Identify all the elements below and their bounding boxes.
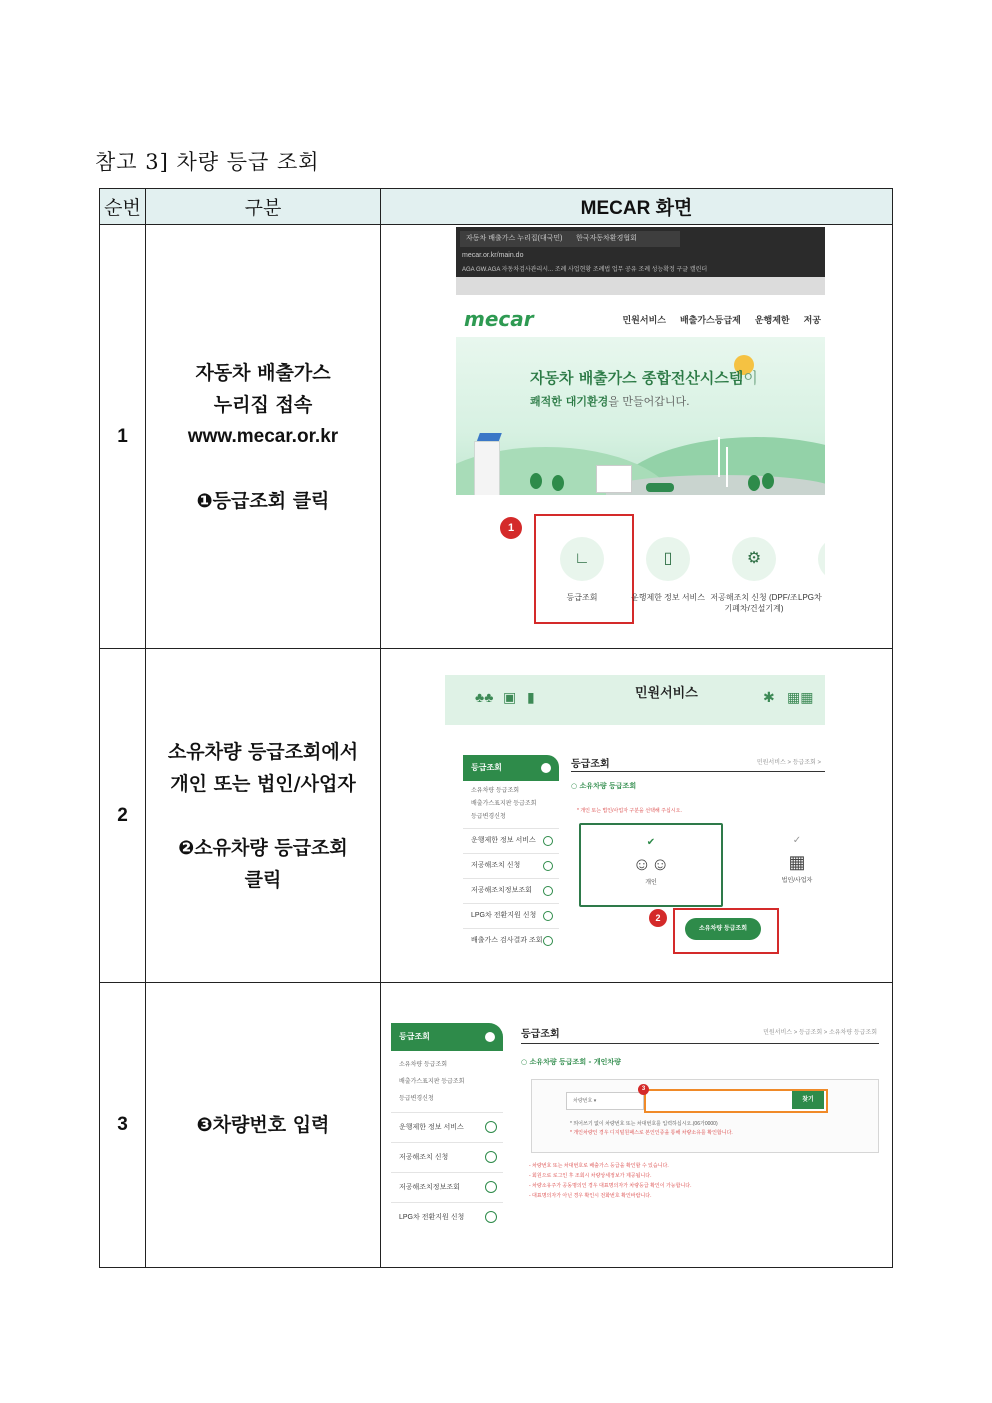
description-line: 클릭: [244, 868, 282, 891]
wind-turbine-icon: ✱: [763, 689, 775, 705]
side-menu-item[interactable]: 배출가스 검사결과 조회: [463, 928, 559, 953]
tree-icon: [748, 475, 760, 491]
step-marker: 3: [638, 1084, 649, 1095]
browser-tab[interactable]: 자동차 배출가스 누리집(대국민): [460, 231, 570, 247]
car-icon[interactable]: [818, 537, 825, 581]
address-bar[interactable]: mecar.or.kr/main.do: [462, 252, 524, 259]
vehicle-number-screenshot: [391, 1021, 879, 1227]
side-menu-head[interactable]: 등급조회: [463, 755, 559, 781]
screenshot-cell: [381, 225, 893, 649]
owned-vehicle-lookup-button[interactable]: 소유차량 등급조회: [685, 918, 761, 940]
factory-icon: ▦▦: [787, 689, 814, 705]
personal-option[interactable]: [579, 823, 723, 907]
option-label: 법인/사업자: [781, 878, 813, 884]
main-nav: [608, 313, 821, 326]
row-number: 3: [100, 983, 146, 1268]
tree-icon: [552, 475, 564, 491]
side-sub-item[interactable]: 배출가스표지판 등급조회: [399, 1079, 465, 1085]
note-item: - 차량소유주가 공동명의인 경우 대표명의자가 차량등급 확인이 가능합니다.: [529, 1183, 692, 1189]
header-mecar-screen: MECAR 화면: [381, 189, 893, 225]
service-banner: [445, 675, 825, 725]
side-menu-item[interactable]: 저공해조치정보조회: [463, 878, 559, 903]
side-menu-item[interactable]: 저공해조치 신청: [463, 853, 559, 878]
service-label[interactable]: 저공해조치 신청 (DPF/조기폐차/건설기계): [710, 593, 798, 613]
side-menu-item[interactable]: 운행제한 정보 서비스: [463, 828, 559, 853]
search-panel: [531, 1079, 879, 1153]
earth-icon[interactable]: ⚙: [732, 537, 776, 581]
description-line: 개인 또는 법인/사업자: [170, 772, 356, 795]
section-title: ○ 소유차량 등급조회: [571, 782, 637, 790]
building-icon: [474, 441, 500, 495]
content-title: 등급조회: [571, 759, 610, 770]
corporate-option[interactable]: [727, 823, 825, 903]
description-line: www.mecar.or.kr: [187, 425, 339, 447]
side-menu: [463, 755, 559, 947]
nav-item[interactable]: 민원서비스: [622, 315, 666, 325]
table-row: [100, 225, 893, 649]
row-number: 2: [100, 649, 146, 983]
description-line: 자동차 배출가스: [195, 361, 331, 384]
description-line: ❸차량번호 입력: [196, 1114, 330, 1136]
nav-item[interactable]: 운행제한: [754, 315, 790, 325]
breadcrumb: 민원서비스 > 등급조회 > 소유차량 등급조회: [763, 1030, 877, 1036]
header-number: 순번: [100, 189, 146, 225]
building-icon: ▦: [788, 852, 806, 872]
row-description: [146, 983, 381, 1268]
row-number: 1: [100, 225, 146, 649]
people-icon: ☺☺: [632, 854, 670, 874]
side-sub-item[interactable]: 등급변경신청: [471, 814, 506, 820]
side-menu-item[interactable]: LPG차 전환지원 신청: [391, 1202, 503, 1227]
breadcrumb: 민원서비스 > 등급조회 >: [756, 760, 821, 766]
hero-banner: [456, 337, 825, 495]
document-title: 참고 3] 차량 등급 조회: [95, 150, 320, 174]
service-label[interactable]: 운행제한 정보 서비스: [631, 593, 705, 602]
mecar-home-screenshot: [456, 227, 825, 647]
description-line: ❶등급조회 클릭: [196, 489, 330, 512]
side-menu-item[interactable]: 저공해조치정보조회: [391, 1172, 503, 1202]
option-label: 개인: [645, 880, 657, 886]
side-sub-item[interactable]: 배출가스표지판 등급조회: [471, 801, 537, 807]
service-label[interactable]: LPG차: [798, 593, 822, 602]
tree-icon: ♣♣: [475, 689, 494, 705]
table-row: [100, 983, 893, 1268]
note-item: - 회원으로 로그인 후 조회시 차량상세정보가 제공됩니다.: [529, 1173, 652, 1179]
section-title: ○ 소유차량 등급조회 - 개인차량: [521, 1058, 621, 1066]
note-item: - 차량번호 또는 차대번호로 배출가스 등급을 확인할 수 있습니다.: [529, 1163, 669, 1169]
side-menu-item[interactable]: 운행제한 정보 서비스: [391, 1112, 503, 1142]
side-menu: [391, 1023, 503, 1227]
content-title: 등급조회: [521, 1029, 560, 1040]
description-line: 누리집 접속: [213, 393, 313, 416]
tree-icon: [530, 473, 542, 489]
side-menu-item[interactable]: 저공해조치 신청: [391, 1142, 503, 1172]
table-header-row: [100, 189, 893, 225]
screenshot-cell: [381, 983, 893, 1268]
browser-chrome: [456, 227, 825, 295]
instruction-note: * 개인 또는 법인/사업자 구분을 선택해 주십시오.: [577, 808, 682, 814]
row-description: [146, 649, 381, 983]
nav-item[interactable]: 배출가스등급제: [679, 315, 741, 325]
table-row: [100, 649, 893, 983]
nav-item[interactable]: 저공: [803, 315, 821, 325]
side-sub-item[interactable]: 소유차량 등급조회: [471, 788, 520, 794]
check-icon: ✓: [792, 835, 802, 846]
check-icon: ✔: [646, 837, 656, 848]
wind-turbine-icon: [726, 447, 728, 487]
screenshot-cell: [381, 649, 893, 983]
search-type-select[interactable]: 차량번호 ▾: [566, 1092, 644, 1110]
grade-lookup-screenshot: [445, 675, 825, 955]
input-hint: * 개인차량인 경우 디지털원패스로 본인인증을 통해 차량소유를 확인합니다.: [570, 1130, 733, 1136]
row-description: [146, 225, 381, 649]
side-menu-head[interactable]: 등급조회: [391, 1023, 503, 1051]
notes-list: [529, 1161, 692, 1201]
step-marker: 1: [500, 517, 522, 539]
step-marker: 2: [649, 909, 667, 927]
battery-icon: ▮: [527, 689, 535, 705]
bookmarks-bar[interactable]: AGA GW.AGA 자동차검사관리시... 조례 사업현황 조례법 업무 공유 조례 성능확정 구글 캘린더: [462, 267, 708, 273]
wind-turbine-icon: [718, 437, 720, 477]
car-icon: [646, 483, 674, 492]
car-icon: ▣: [503, 689, 517, 705]
side-sub-item[interactable]: 소유차량 등급조회: [399, 1062, 448, 1068]
description-line: ❷소유차량 등급조회: [178, 836, 348, 859]
reference-table: [99, 188, 893, 1268]
header-category: 구분: [146, 189, 381, 225]
side-sub-item[interactable]: 등급변경신청: [399, 1096, 434, 1102]
browser-tab[interactable]: 한국자동차환경협회: [570, 231, 680, 247]
chart-icon[interactable]: ∟: [560, 537, 604, 581]
note-item: - 대표명의자가 아닌 경우 확인시 전화번호 확인바랍니다.: [529, 1193, 652, 1199]
house-icon: [596, 465, 632, 493]
tree-icon: [762, 473, 774, 489]
mecar-logo[interactable]: mecar: [464, 307, 534, 331]
hero-subtitle: 쾌적한 대기환경을 만들어갑니다.: [530, 395, 690, 408]
description-line: 소유차량 등급조회에서: [167, 740, 359, 763]
hero-title: 자동차 배출가스 종합전산시스템이: [530, 369, 758, 387]
side-menu-item[interactable]: LPG차 전환지원 신청: [463, 903, 559, 928]
grade-lookup-label[interactable]: 등급조회: [566, 593, 598, 602]
phone-icon[interactable]: ▯: [646, 537, 690, 581]
input-hint: * 띄어쓰기 없이 차량번호 또는 차대번호를 입력하십시오.(06가0000): [570, 1121, 718, 1127]
search-button[interactable]: 찾기: [792, 1091, 824, 1109]
banner-title: 민원서비스: [635, 686, 698, 701]
